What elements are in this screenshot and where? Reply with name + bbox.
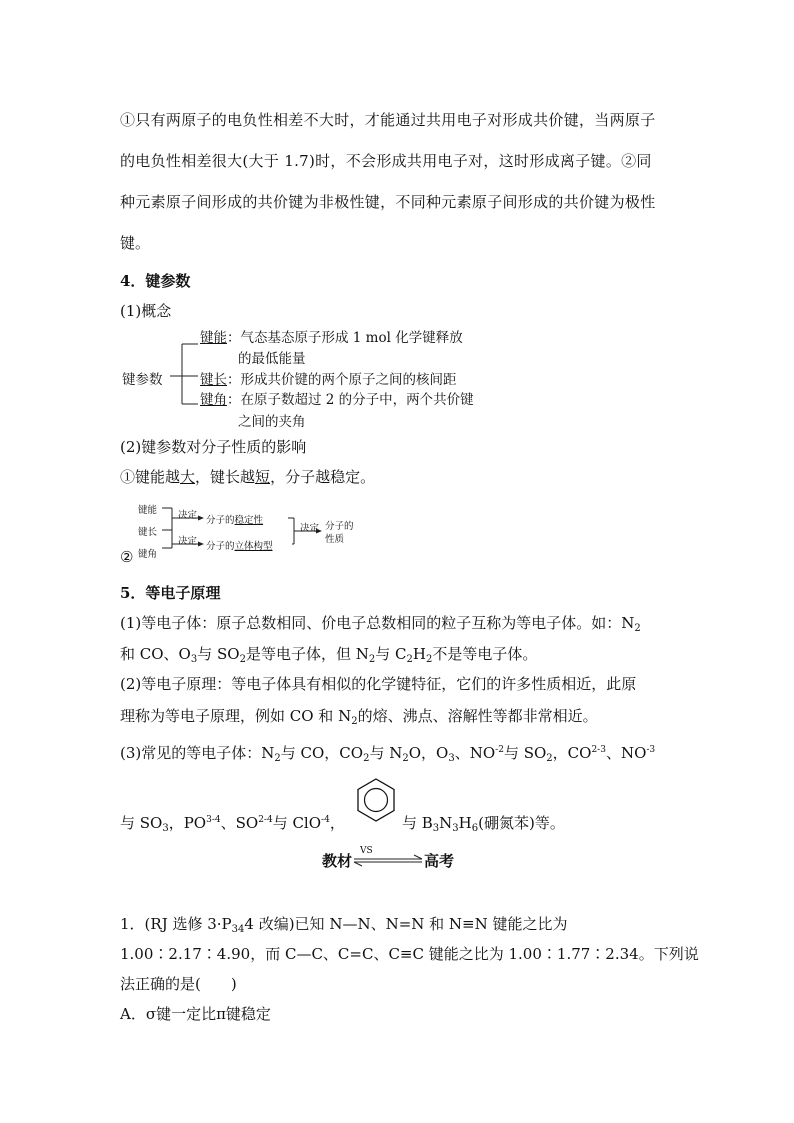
subscript: 2	[274, 753, 281, 764]
text: 和 CO、O	[120, 645, 191, 663]
diagram-angle-term: 键角	[200, 392, 227, 408]
section4-heading: 4．键参数	[120, 272, 191, 290]
superscript: 3-4	[206, 815, 221, 825]
section5-p1-line1	[120, 612, 676, 633]
point1-text-c: ，键长越	[195, 468, 256, 486]
diagram-angle-row	[200, 388, 474, 408]
diagram-root-label: 键参数	[122, 372, 163, 388]
para1-line2: 的电负性相差很大(大于 1.7)时，不会形成共用电子对，这时形成离子键。②同	[120, 152, 652, 170]
superscript: 2-3	[591, 745, 606, 755]
banner-right: 高考	[424, 852, 455, 870]
flow-structure-prefix: 分子的	[206, 541, 235, 552]
superscript: -2	[495, 745, 504, 755]
flow-decide3: 决定	[300, 523, 320, 534]
subscript: 2	[363, 753, 370, 764]
text: ，PO	[168, 814, 207, 832]
section5-p3-line1	[120, 742, 676, 763]
text: 与 B	[402, 814, 433, 832]
text: 与 CO，CO	[280, 744, 364, 762]
text: 1．(RJ 选修 3·P	[120, 915, 232, 933]
text: 、SO	[220, 814, 259, 832]
subscript: 2	[546, 753, 553, 764]
text: 4 改编)已知 N—N、N=N 和 N≡N 键能之比为	[244, 915, 568, 933]
text: ，CO	[552, 744, 592, 762]
subscript: 2	[425, 654, 433, 665]
flow-property-line2: 性质	[325, 534, 345, 545]
section5-p2-line1: (2)等电子原理：等电子体具有相似的化学键特征，它们的许多性质相近，此原	[120, 675, 637, 693]
subscript: 2	[239, 654, 246, 665]
subscript: 2	[406, 654, 413, 665]
point1-text-a: ①键能越	[120, 468, 181, 486]
text: 与 C	[375, 645, 407, 663]
section5-heading: 5．等电子原理	[120, 584, 221, 602]
subscript: 2	[402, 753, 409, 764]
diagram-length-def: ：形成共价键的两个原子之间的核间距	[227, 372, 457, 388]
superscript: -3	[646, 745, 656, 755]
diagram-energy-term: 键能	[200, 330, 227, 346]
banner-vs: VS	[360, 846, 373, 856]
text: 是等电子体，但 N	[245, 645, 369, 663]
flow-decide1: 决定	[178, 510, 198, 521]
text: 与 N	[369, 744, 403, 762]
diagram-angle-def2: 之间的夹角	[238, 414, 306, 430]
question-option-a: A．σ键一定比π键稳定	[120, 1005, 271, 1023]
flow-stability-term: 稳定性	[234, 515, 264, 526]
section5-p2-line2	[120, 705, 676, 726]
section4-sub2: (2)键参数对分子性质的影响	[120, 438, 307, 456]
flow-marker: ②	[120, 548, 134, 566]
text: 与 SO	[197, 645, 240, 663]
subscript: 34	[231, 924, 245, 935]
subscript: 3	[448, 753, 455, 764]
flow-structure-term: 立体构型	[234, 541, 273, 552]
subscript: 2	[351, 716, 358, 727]
text: (3)常见的等电子体：N	[120, 744, 275, 762]
text: (硼氮苯)等。	[478, 814, 565, 832]
flow-property-line1: 分子的	[325, 521, 354, 532]
flow-stability-prefix: 分子的	[206, 515, 235, 526]
diagram-length-row	[200, 368, 457, 388]
section5-p1-line2	[120, 643, 676, 664]
point1-answer-short: 短	[255, 468, 271, 486]
text: 与 SO	[120, 814, 163, 832]
subscript: 3	[432, 823, 440, 834]
text: 的熔、沸点、溶解性等都非常相近。	[357, 707, 598, 725]
text: N	[439, 814, 453, 832]
superscript: -4	[321, 815, 330, 825]
para1-line1: ①只有两原子的电负性相差不大时，才能通过共用电子对形成共价键，当两原子	[120, 111, 656, 129]
section4-point1	[120, 466, 676, 487]
section4-sub1: (1)概念	[120, 302, 172, 320]
text: 理称为等电子原理，例如 CO 和 N	[120, 707, 352, 725]
diagram-energy-def1: ：气态基态原子形成 1 mol 化学键释放	[227, 330, 463, 346]
diagram-energy-row	[200, 326, 463, 346]
subscript: 2	[368, 654, 376, 665]
text: 与 SO	[503, 744, 547, 762]
para1-line3: 种元素原子间形成的共价键为非极性键，不同种元素原子间形成的共价键为极性	[120, 193, 656, 211]
question-line3: 法正确的是( )	[120, 975, 237, 993]
question-line2: 1.00∶2.17∶4.90，而 C—C、C=C、C≡C 键能之比为 1.00∶1.77∶2.34。下列说	[120, 945, 699, 963]
superscript: 2-4	[258, 815, 273, 825]
flow-energy: 键能	[138, 505, 158, 516]
flow-angle: 键角	[138, 549, 158, 560]
text: 不是等电子体。	[432, 645, 538, 663]
subscript: 3	[162, 823, 169, 834]
text: (1)等电子体：原子总数相同、价电子总数相同的粒子互称为等电子体。如：N	[120, 614, 635, 632]
flow-length: 键长	[138, 527, 158, 538]
point1-answer-large: 大	[180, 468, 196, 486]
text: O，O	[408, 744, 449, 762]
text: 与 ClO	[272, 814, 322, 832]
para1-line4: 键。	[120, 234, 151, 252]
flow-decide2: 决定	[178, 536, 198, 547]
diagram-length-term: 键长	[200, 372, 227, 388]
banner-left: 教材	[322, 852, 353, 870]
text: ，	[329, 814, 345, 832]
diagram-energy-def2: 的最低能量	[238, 351, 306, 367]
subscript: 6	[471, 823, 479, 834]
point1-text-e: ，分子越稳定。	[270, 468, 376, 486]
text: H	[458, 814, 472, 832]
subscript: 3	[452, 823, 459, 834]
section5-p3-line2-tail	[402, 812, 682, 833]
subscript: 2	[634, 623, 641, 634]
text: 、NO	[454, 744, 496, 762]
subscript: 3	[190, 654, 198, 665]
flow-stability	[206, 512, 263, 526]
question-line1	[120, 913, 676, 934]
text: 、NO	[605, 744, 647, 762]
diagram-angle-def1: ：在原子数超过 2 的分子中，两个共价键	[227, 392, 474, 408]
text: H	[412, 645, 426, 663]
